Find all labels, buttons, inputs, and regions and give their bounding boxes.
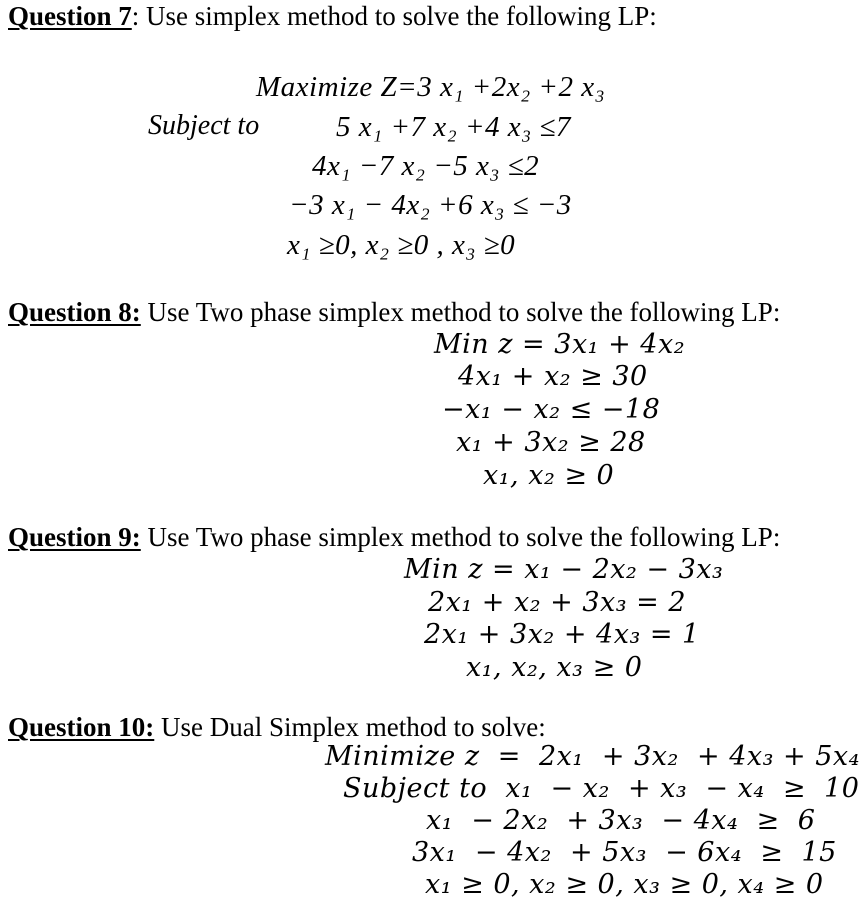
- question-7-text: Use simplex method to solve the following LP:: [146, 1, 657, 31]
- q7-constraint-3: −3 x₁ − 4x₂ +6 x₃ ≤ −3: [289, 189, 572, 221]
- q8-objective: Min z = 3x₁ + 4x₂: [434, 329, 686, 360]
- q8-constraint-3: x₁ + 3x₂ ≥ 28: [456, 427, 646, 458]
- q9-constraint-1: 2x₁ + x₂ + 3x₃ = 2: [428, 587, 687, 618]
- question-8-heading: [8, 298, 780, 328]
- q7-constraint-2: 4x₁ −7 x₂ −5 x₃ ≤2: [312, 150, 540, 182]
- q8-nonnegativity: x₁, x₂ ≥ 0: [483, 460, 615, 491]
- question-7-heading: [8, 2, 657, 32]
- question-10-separator: [154, 712, 161, 742]
- q10-constraint-3: 3x₁ − 4x₂ + 5x₃ − 6x₄ ≥ 15: [412, 837, 837, 868]
- question-7-separator: :: [131, 1, 147, 31]
- q10-objective: Minimize z = 2x₁ + 3x₂ + 4x₃ + 5x₄: [325, 741, 860, 772]
- q10-constraint-1: Subject to x₁ − x₂ + x₃ − x₄ ≥ 10: [343, 773, 860, 804]
- question-8-text: Use Two phase simplex method to solve the following LP:: [147, 297, 781, 327]
- question-10-text: Use Dual Simplex method to solve:: [161, 712, 546, 742]
- question-9-text: Use Two phase simplex method to solve the following LP:: [147, 522, 781, 552]
- question-8-separator: [141, 297, 148, 327]
- q7-objective: Maximize Z=3 x₁ +2x₂ +2 x₃: [256, 71, 606, 103]
- q7-nonnegativity: x₁ ≥0, x₂ ≥0 , x₃ ≥0: [287, 229, 516, 261]
- q8-constraint-2: −x₁ − x₂ ≤ −18: [442, 394, 661, 425]
- q8-constraint-1: 4x₁ + x₂ ≥ 30: [458, 361, 648, 392]
- q9-objective: Min z = x₁ − 2x₂ − 3x₃: [404, 554, 724, 585]
- question-9-separator: [141, 522, 148, 552]
- q7-subject-to: Subject to: [148, 110, 260, 141]
- question-10-label: Question 10:: [8, 712, 155, 742]
- q10-nonnegativity: x₁ ≥ 0, x₂ ≥ 0, x₃ ≥ 0, x₄ ≥ 0: [425, 869, 824, 900]
- q10-constraint-2: x₁ − 2x₂ + 3x₃ − 4x₄ ≥ 6: [426, 805, 816, 836]
- question-10-heading: [8, 713, 546, 743]
- q7-constraint-1: 5 x₁ +7 x₂ +4 x₃ ≤7: [336, 111, 571, 143]
- question-8-label: Question 8:: [8, 297, 141, 327]
- question-9-label: Question 9:: [8, 522, 141, 552]
- question-7-label: Question 7: [8, 1, 132, 31]
- question-9-heading: [8, 523, 780, 553]
- q9-constraint-2: 2x₁ + 3x₂ + 4x₃ = 1: [424, 619, 700, 650]
- q9-nonnegativity: x₁, x₂, x₃ ≥ 0: [466, 652, 643, 683]
